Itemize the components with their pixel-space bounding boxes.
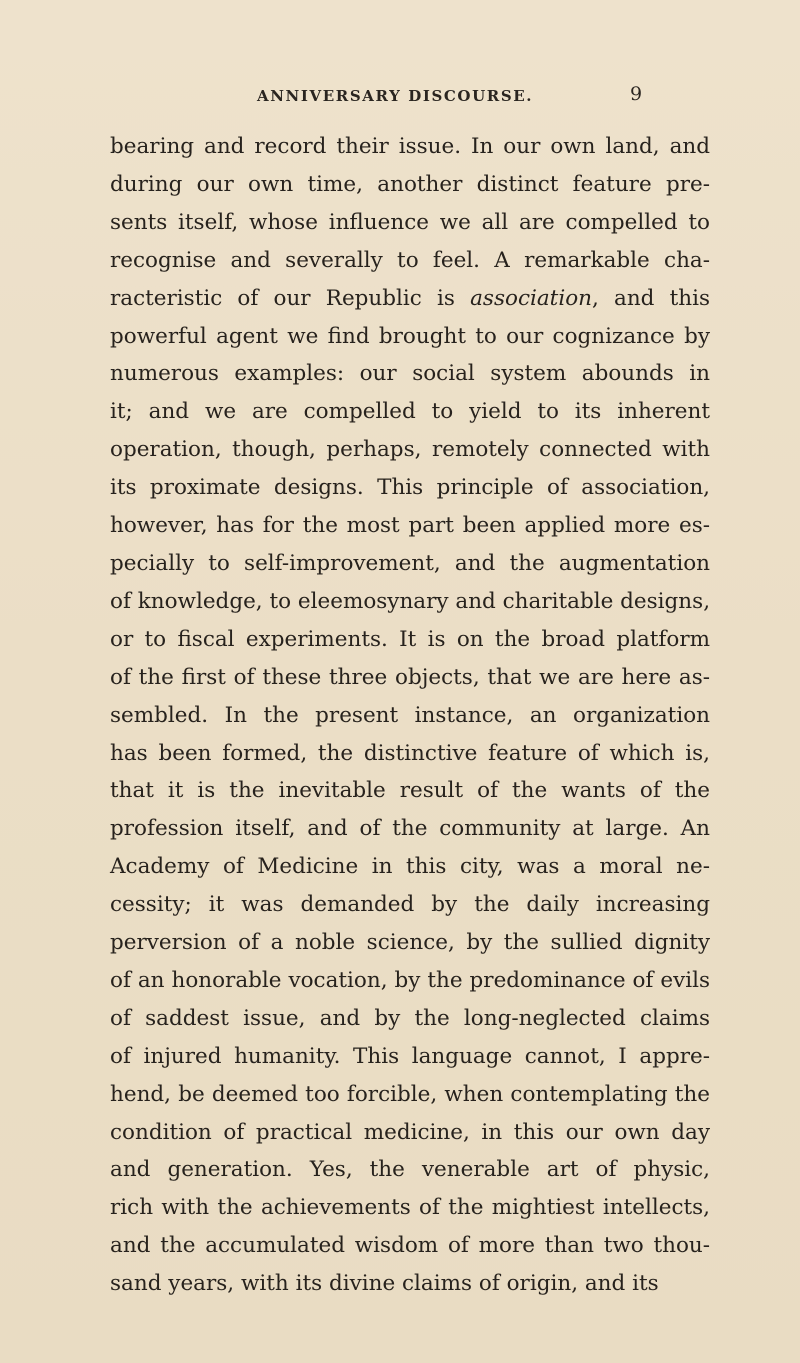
text-line-14: or to fiscal experiments. It is on the broad platform [110,626,710,652]
text-line-6: powerful agent we find brought to our cognizance by [110,323,710,349]
running-title: ANNIVERSARY DISCOURSE. [257,87,534,105]
emphasized-word: association [470,285,592,311]
running-head [0,83,800,113]
text-line-9: operation, though, perhaps, remotely connected with [110,437,710,463]
text-line-19: profession itself, and of the community at large. An [110,816,710,842]
text-line-27: condition of practical medicine, in this our own day [110,1119,710,1145]
text-line-20: Academy of Medicine in this city, was a moral ne- [110,854,710,880]
text-line-8: it; and we are compelled to yield to its inherent [110,399,710,425]
text-line-5-post: , and this [591,285,711,311]
text-line-5-pre: racteristic of our Republic is [110,285,471,311]
text-line-31: sand years, with its divine claims of origin, and its [110,1271,659,1297]
text-line-1: bearing and record their issue. In our own land, and [110,134,710,159]
text-line-28: and generation. Yes, the venerable art of physic, [110,1157,710,1183]
text-line-25: of injured humanity. This language cannot, I appre- [110,1043,710,1069]
text-line-22: perversion of a noble science, by the sullied dignity [110,930,710,956]
text-line-16: sembled. In the present instance, an organization [110,702,710,728]
text-line-18: that it is the inevitable result of the wants of the [110,778,710,804]
text-line-10: its proximate designs. This principle of association, [110,475,710,501]
text-line-3: sents itself, whose influence we all are compelled to [110,209,710,235]
text-line-29: rich with the achievements of the mightiest intellects, [110,1195,710,1221]
text-line-4: recognise and severally to feel. A remarkable cha- [110,247,710,273]
text-line-17: has been formed, the distinctive feature of which is, [110,740,710,766]
page-number: 9 [630,83,643,105]
text-line-21: cessity; it was demanded by the daily increasing [110,892,710,918]
text-line-13: of knowledge, to eleemosynary and charitable designs, [110,588,711,614]
text-line-15: of the first of these three objects, that we are here as- [110,664,710,690]
text-line-24: of saddest issue, and by the long-neglected claims [110,1005,710,1031]
text-line-7: numerous examples: our social system abounds in [110,361,710,387]
body-text [110,128,710,1303]
text-line-23: of an honorable vocation, by the predominance of evils [110,967,710,993]
text-line-26: hend, be deemed too forcible, when contemplating the [110,1081,710,1107]
text-line-11: however, has for the most part been applied more es- [110,513,710,539]
text-line-2: during our own time, another distinct feature pre- [110,171,710,197]
text-line-12: pecially to self-improvement, and the augmentation [110,550,710,576]
text-line-5 [110,280,710,318]
text-line-30: and the accumulated wisdom of more than two thou- [110,1233,710,1259]
